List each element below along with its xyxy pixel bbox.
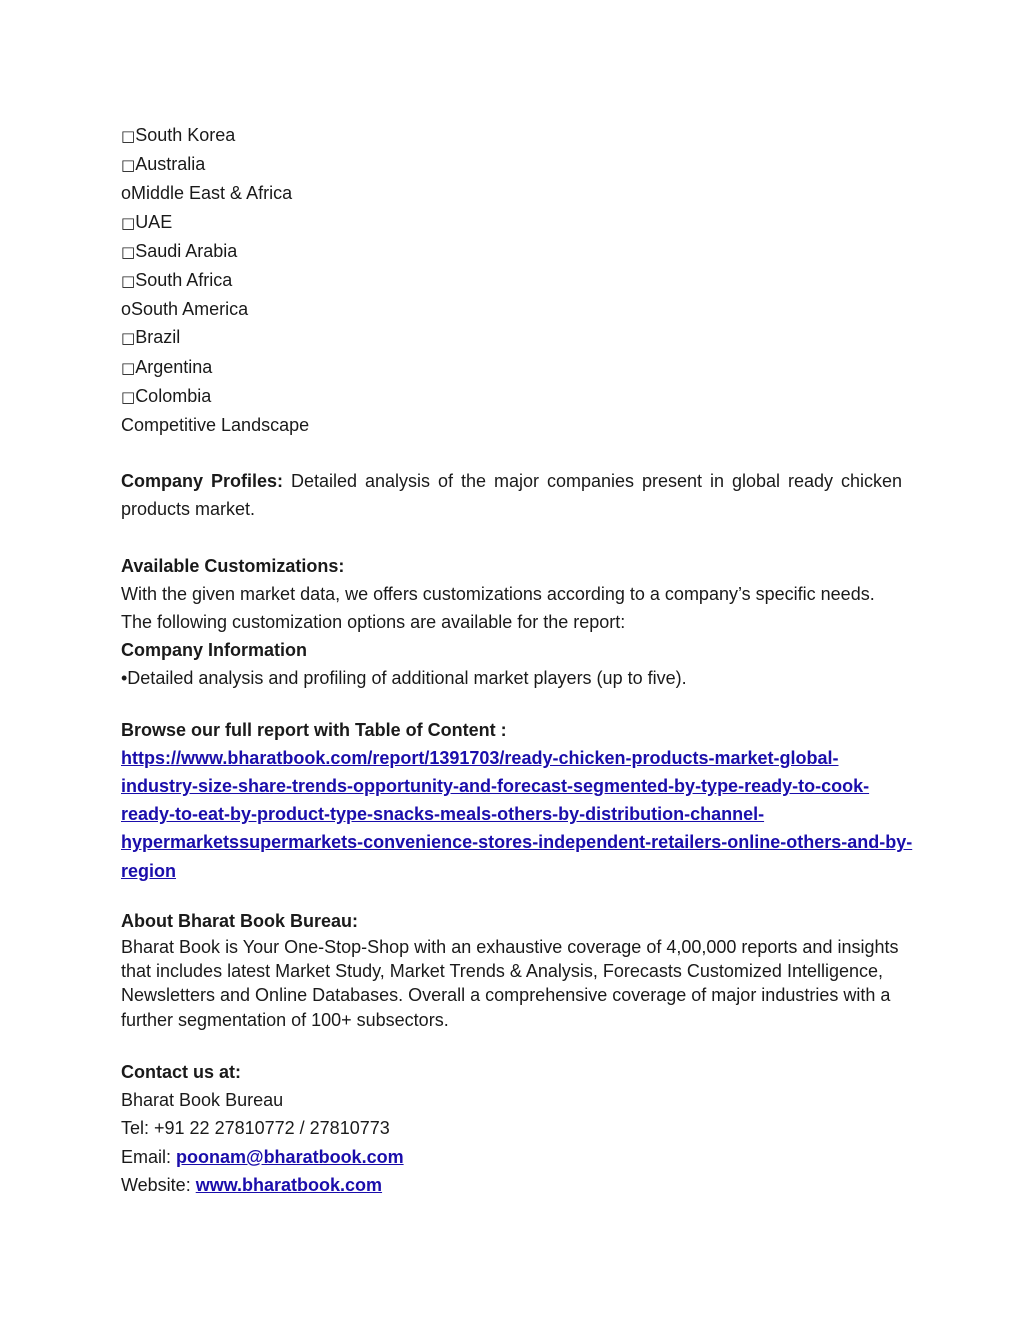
company-profiles-paragraph [121,467,902,523]
region-list [121,121,902,411]
about-text: Bharat Book is Your One-Stop-Shop with an exhaustive coverage of 4,00,000 reports and insights that includes latest Market Study, Market Trends & Analysis, Forecasts Customized Intelligence, Newsletters and Online Databases. Overall a comprehensive coverage of major industries with a further segmentation of 100+ subsectors. [121,936,899,1030]
report-url-line[interactable]: hypermarketssupermarkets-convenience-stores-independent-retailers-online-others-and-by- [121,832,913,853]
about-heading: About Bharat Book Bureau: [121,910,359,931]
region-label: Brazil [135,327,181,348]
bullet-marker: □ [121,329,136,348]
list-item [121,150,902,179]
bullet-marker: □ [121,272,136,291]
bullet-marker: □ [121,213,136,232]
bullet-marker: □ [121,156,136,175]
contact-heading: Contact us at: [121,1062,242,1083]
bullet-marker: o [121,183,132,204]
contact-website-row [121,1171,902,1199]
contact-company: Bharat Book Bureau [121,1090,284,1111]
list-item [121,382,902,411]
list-item [121,353,902,382]
email-link[interactable]: poonam@bharatbook.com [176,1146,404,1167]
website-label: Website: [121,1174,196,1195]
list-item [121,208,902,237]
region-label: Argentina [135,356,213,377]
list-item [121,323,902,352]
report-url-line[interactable]: region [121,860,177,881]
report-url-line[interactable]: https://www.bharatbook.com/report/1391703/ready-chicken-products-market-global- [121,747,839,768]
list-item [121,179,902,207]
region-label: South America [131,299,249,320]
list-item [121,121,902,150]
region-label: UAE [135,211,173,232]
email-label: Email: [121,1146,177,1167]
contact-tel: Tel: +91 22 27810772 / 27810773 [121,1118,390,1139]
region-label: Saudi Arabia [135,240,238,261]
region-label: Middle East & Africa [131,183,293,204]
website-link[interactable]: www.bharatbook.com [195,1174,383,1195]
region-label: Australia [135,154,206,175]
customizations-text: With the given market data, we offers customizations according to a company’s specific needs. The following customization options are available for the report: [121,583,875,633]
list-item [121,237,902,266]
company-profiles-text: Detailed analysis of the major companies present in global ready chicken products market. [121,471,902,520]
list-item [121,266,902,295]
report-url-line[interactable]: ready-to-eat-by-product-type-snacks-meals-others-by-distribution-channel- [121,804,765,825]
company-information-subheading: Company Information [121,640,308,661]
region-label: South Africa [135,270,233,291]
bullet-marker: □ [121,127,136,145]
region-label: South Korea [135,125,236,145]
region-label: Colombia [135,385,212,406]
bullet-marker: □ [121,387,136,406]
report-link[interactable] [121,744,913,885]
company-profiles-heading: Company Profiles: [121,471,283,492]
list-item [121,295,902,323]
bullet-marker: □ [121,242,136,261]
report-url-line[interactable]: industry-size-share-trends-opportunity-and-forecast-segmented-by-type-ready-to-cook- [121,776,870,797]
bullet-marker: □ [121,358,136,377]
competitive-landscape-heading: Competitive Landscape [121,415,310,436]
report-heading: Browse our full report with Table of Content : [121,719,507,740]
customizations-heading: Available Customizations: [121,555,345,576]
contact-email-row [121,1143,902,1171]
customization-bullet: •Detailed analysis and profiling of additional market players (up to five). [121,668,687,689]
bullet-marker: o [121,299,132,320]
